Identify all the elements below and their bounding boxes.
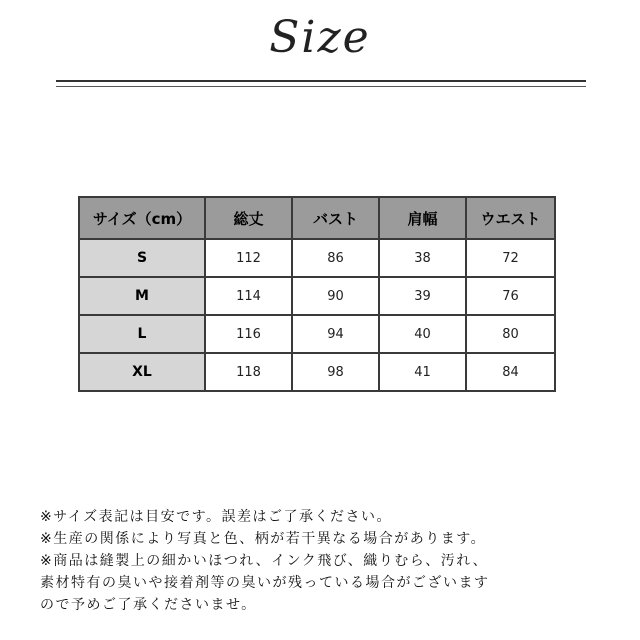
size-label: L: [79, 315, 205, 353]
header-waist: ウエスト: [466, 197, 555, 239]
title-divider-thin: [56, 86, 586, 87]
table-cell: 40: [379, 315, 466, 353]
table-cell: 98: [292, 353, 379, 391]
note-line: ※サイズ表記は目安です。誤差はご了承ください。: [40, 509, 392, 525]
table-cell: 38: [379, 239, 466, 277]
note-line: ※商品は縫製上の細かいほつれ、インク飛び、織りむら、汚れ、: [40, 553, 489, 569]
table-row: [79, 353, 555, 391]
note-line: ※生産の関係により写真と色、柄が若干異なる場合があります。: [40, 531, 487, 547]
note-line: ので予めご了承くださいませ。: [40, 597, 257, 613]
table-cell: 116: [205, 315, 292, 353]
title-divider: [56, 80, 586, 82]
table-cell: 86: [292, 239, 379, 277]
header-bust: バスト: [292, 197, 379, 239]
size-label: XL: [79, 353, 205, 391]
size-label: M: [79, 277, 205, 315]
table-cell: 84: [466, 353, 555, 391]
table-cell: 41: [379, 353, 466, 391]
table-cell: 94: [292, 315, 379, 353]
table-cell: 80: [466, 315, 555, 353]
header-shoulder: 肩幅: [379, 197, 466, 239]
table-cell: 114: [205, 277, 292, 315]
header-length: 総丈: [205, 197, 292, 239]
table-row: [79, 277, 555, 315]
page-title: Size: [269, 12, 371, 63]
header-size: サイズ（cm）: [79, 197, 205, 239]
table-cell: 39: [379, 277, 466, 315]
table-cell: 112: [205, 239, 292, 277]
note-line: 素材特有の臭いや接着剤等の臭いが残っている場合がございます: [40, 575, 490, 591]
size-table: [78, 196, 556, 392]
table-cell: 72: [466, 239, 555, 277]
table-row: [79, 315, 555, 353]
table-cell: 76: [466, 277, 555, 315]
table-cell: 90: [292, 277, 379, 315]
table-cell: 118: [205, 353, 292, 391]
size-label: S: [79, 239, 205, 277]
table-row: [79, 239, 555, 277]
table-header-row: [79, 197, 555, 239]
notes: [40, 506, 630, 616]
